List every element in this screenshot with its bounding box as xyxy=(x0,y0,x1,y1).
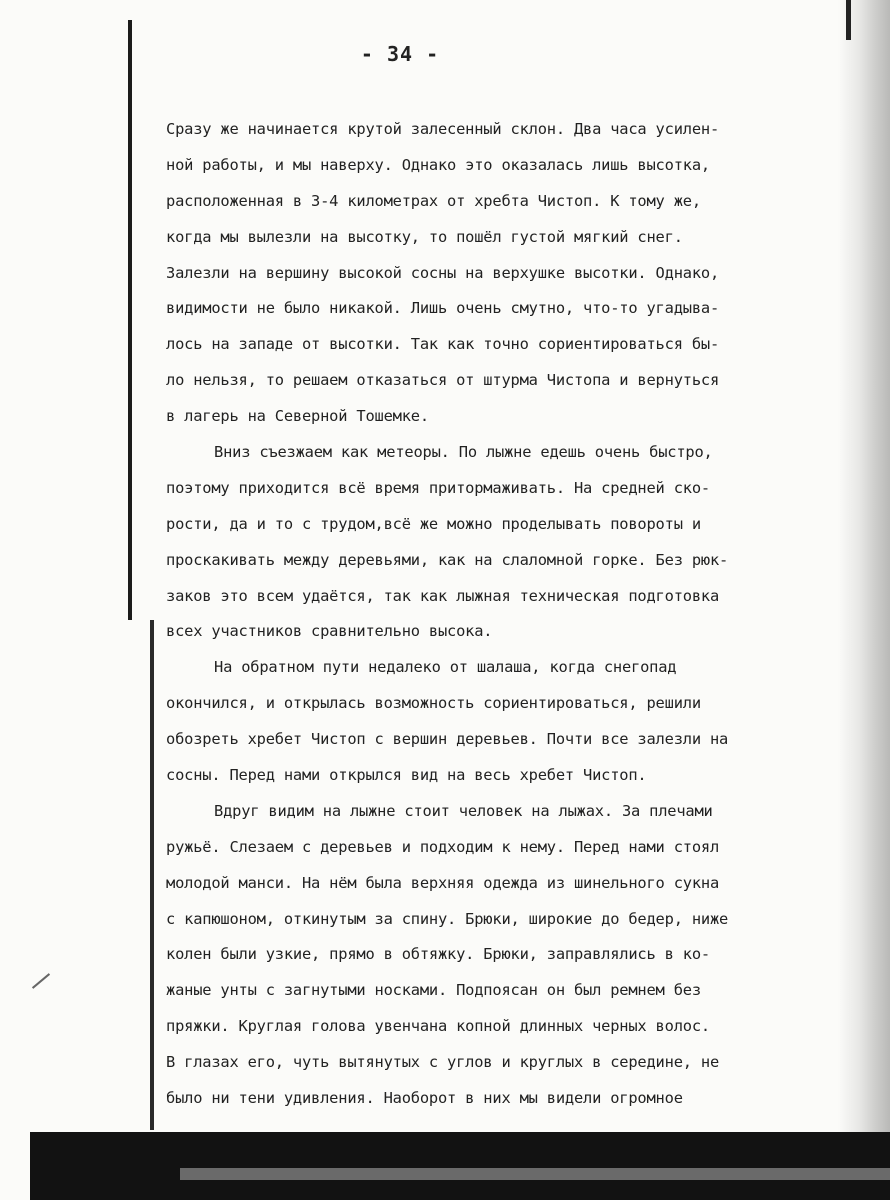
scan-edge-left xyxy=(128,20,132,620)
text-line: всех участников сравнительно высока. xyxy=(166,622,493,641)
text-line: ружьё. Слезаем с деревьев и подходим к нему. Перед нами стоял xyxy=(166,837,720,856)
text-line: видимости не было никакой. Лишь очень смутно, что-то угадыва- xyxy=(166,299,720,318)
text-line: Залезли на вершину высокой сосны на верхушке высотки. Однако, xyxy=(166,263,720,282)
text-line: когда мы вылезли на высотку, то пошёл густой мягкий снег. xyxy=(166,227,683,246)
text-line: В глазах его, чуть вытянутых с углов и круглых в середине, не xyxy=(166,1053,720,1072)
text-line: колен были узкие, прямо в обтяжку. Брюки, заправлялись в ко- xyxy=(166,945,710,964)
text-line: сосны. Перед нами открылся вид на весь хребет Чистоп. xyxy=(166,766,647,785)
scan-edge-left-lower xyxy=(150,620,154,1130)
text-line: было ни тени удивления. Наоборот в них мы видели огромное xyxy=(166,1089,683,1108)
text-line: расположенная в 3-4 километрах от хребта Чистоп. К тому же, xyxy=(166,191,701,210)
text-line: с капюшоном, откинутым за спину. Брюки, широкие до бедер, ниже xyxy=(166,909,729,928)
text-line: жаные унты с загнутыми носками. Подпоясан он был ремнем без xyxy=(166,981,701,1000)
text-line: молодой манси. На нём была верхняя одежда из шинельного сукна xyxy=(166,873,720,892)
text-line: ной работы, и мы наверху. Однако это оказалась лишь высотка, xyxy=(166,155,710,174)
text-line: поэтому приходится всё время притормаживать. На средней ско- xyxy=(166,478,710,497)
text-line: Вниз съезжаем как метеоры. По лыжне едешь очень быстро, xyxy=(214,443,713,462)
text-line: лось на западе от высотки. Так как точно сориентироваться бы- xyxy=(166,335,720,354)
pen-stroke-mark xyxy=(32,973,50,989)
page-number: - 34 - xyxy=(360,42,440,66)
text-line: На обратном пути недалеко от шалаша, когда снегопад xyxy=(214,658,677,677)
text-line: пряжки. Круглая голова увенчана копной длинных черных волос. xyxy=(166,1017,710,1036)
scan-edge-bottom xyxy=(30,1132,890,1200)
text-line: заков это всем удаётся, так как лыжная техническая подготовка xyxy=(166,586,720,605)
text-line: рости, да и то с трудом,всё же можно проделывать повороты и xyxy=(166,514,701,533)
text-line: обозреть хребет Чистоп с вершин деревьев. Почти все залезли на xyxy=(166,730,729,749)
scan-edge-right xyxy=(838,0,890,1200)
typewritten-text xyxy=(166,112,806,1117)
text-line: окончился, и открылась возможность сориентироваться, решили xyxy=(166,694,701,713)
text-line: в лагерь на Северной Тошемке. xyxy=(166,407,429,426)
text-line: ло нельзя, то решаем отказаться от штурма Чистопа и вернуться xyxy=(166,371,720,390)
scan-edge-bottom-highlight xyxy=(180,1168,890,1180)
text-line: Сразу же начинается крутой залесенный склон. Два часа усилен- xyxy=(166,120,720,138)
text-line: Вдруг видим на лыжне стоит человек на лыжах. За плечами xyxy=(214,801,713,820)
text-line: проскакивать между деревьями, как на слаломной горке. Без рюк- xyxy=(166,550,729,569)
scan-mark-top-right xyxy=(846,0,851,40)
